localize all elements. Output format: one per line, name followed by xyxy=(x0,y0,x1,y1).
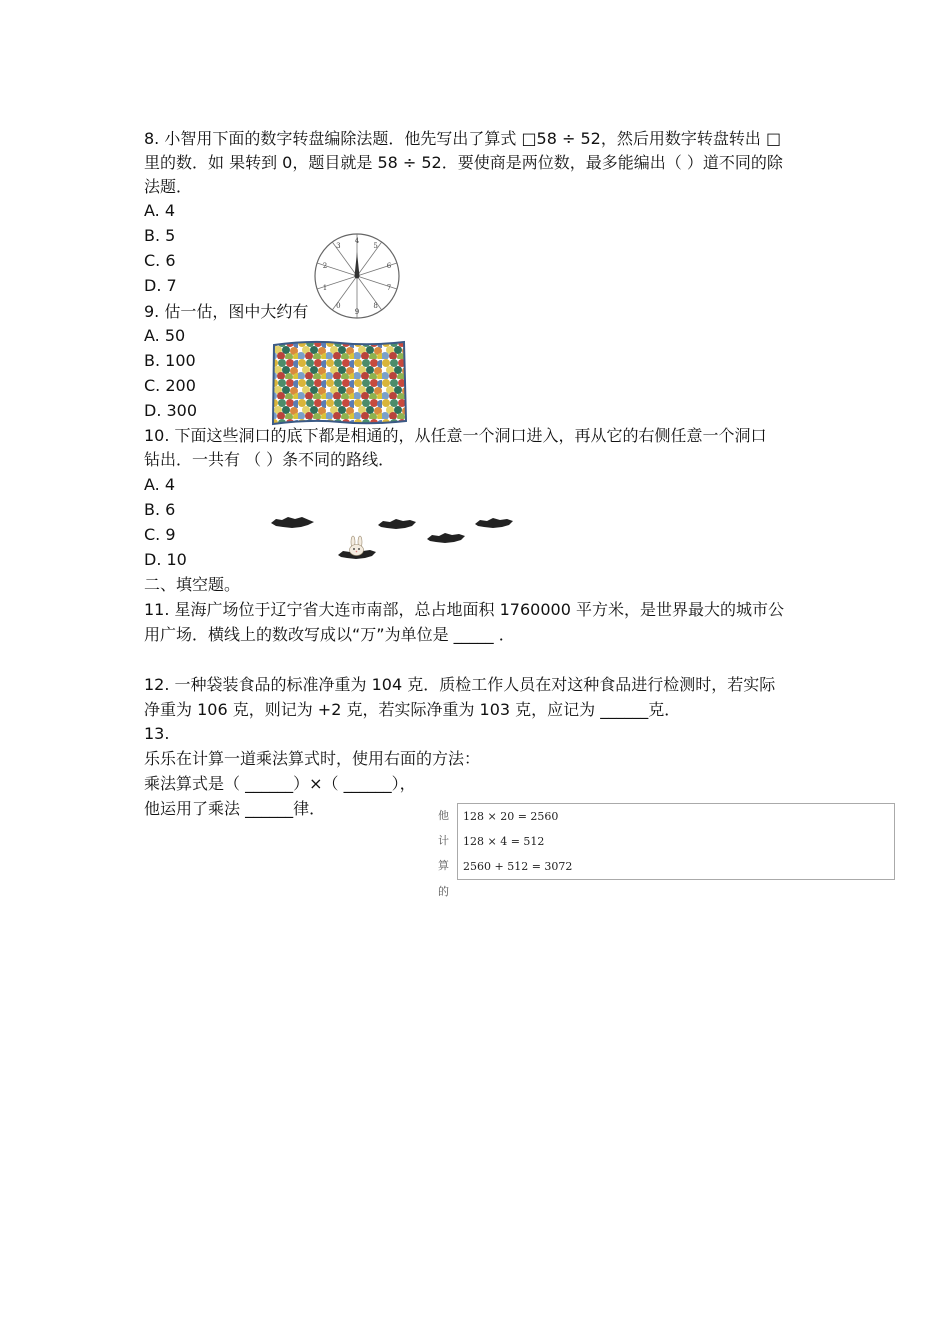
q8-text-line-1: 8. 小智用下面的数字转盘编除法题．他先写出了算式 □58 ÷ 52，然后用数字转盘转出 □ xyxy=(144,129,782,148)
wheel-number: 9 xyxy=(354,308,360,316)
side-label-char: 计 xyxy=(438,834,449,847)
q13-number: 13. xyxy=(144,724,170,743)
q13-text-line-1: 乐乐在计算一道乘法算式时，使用右面的方法： xyxy=(144,749,481,768)
q13-text-line-2: 乘法算式是（ ______）×（ ______）， xyxy=(144,774,416,793)
q8-option-a: A. 4 xyxy=(144,201,176,220)
holes-image xyxy=(268,508,518,568)
q9-option-d: D. 300 xyxy=(144,401,198,420)
number-spinner-wheel xyxy=(313,232,401,320)
hole-icon xyxy=(271,517,314,528)
q10-option-d: D. 10 xyxy=(144,550,187,569)
q9-option-c: C. 200 xyxy=(144,376,196,395)
calculation-box xyxy=(457,803,895,880)
side-label-char: 他 xyxy=(438,809,449,822)
q8-option-b: B. 5 xyxy=(144,226,176,245)
section-2-title: 二、填空题。 xyxy=(144,575,241,594)
q10-text-line-1: 10. 下面这些洞口的底下都是相通的，从任意一个洞口进入，再从它的右侧任意一个洞口 xyxy=(144,426,767,445)
wheel-number: 5 xyxy=(373,241,378,250)
wheel-number: 3 xyxy=(336,241,341,250)
q10-option-c: C. 9 xyxy=(144,525,176,544)
q12-text-line-1: 12. 一种袋装食品的标准净重为 104 克．质检工作人员在对这种食品进行检测时，若实际 xyxy=(144,675,776,694)
wheel-number: 8 xyxy=(373,302,378,310)
calculation-step-3: 2560 + 512 = 3072 xyxy=(463,860,573,873)
side-label-char: 的 xyxy=(438,885,449,898)
q8-text-line-3: 法题． xyxy=(144,177,193,196)
calculation-step-1: 128 × 20 = 2560 xyxy=(463,810,559,823)
q11-text-line-2: 用广场．横线上的数改写成以“万”为单位是 _____ ． xyxy=(144,625,515,644)
hole-icon xyxy=(378,519,416,529)
rabbit-icon xyxy=(350,536,364,556)
wheel-number: 1 xyxy=(322,284,328,292)
wheel-number: 6 xyxy=(386,262,392,270)
q10-option-a: A. 4 xyxy=(144,475,176,494)
calculation-step-2: 128 × 4 = 512 xyxy=(463,835,545,848)
wheel-number: 4 xyxy=(354,237,360,245)
q8-text-line-2: 里的数．如 果转到 0，题目就是 58 ÷ 52．要使商是两位数，最多能编出（ ）道不同的除 xyxy=(144,153,783,172)
hole-icon xyxy=(475,518,513,528)
q9-text-line-1: 9. 估一估，图中大约有 xyxy=(144,302,309,321)
q8-option-c: C. 6 xyxy=(144,251,176,270)
wheel-number: 7 xyxy=(386,284,392,292)
q9-option-b: B. 100 xyxy=(144,351,196,370)
q10-text-line-2: 钻出．一共有 （ ）条不同的路线． xyxy=(144,450,395,469)
wheel-number: 0 xyxy=(336,302,341,310)
q11-text-line-1: 11. 星海广场位于辽宁省大连市南部，总占地面积 1760000 平方米，是世界最大的城市公 xyxy=(144,600,784,619)
q9-option-a: A. 50 xyxy=(144,326,186,345)
q8-option-d: D. 7 xyxy=(144,276,177,295)
q12-text-line-2: 净重为 106 克，则记为 +2 克，若实际净重为 103 克，应记为 ______克． xyxy=(144,700,681,719)
ball-pit-image xyxy=(270,339,408,427)
q10-option-b: B. 6 xyxy=(144,500,176,519)
q13-text-line-3: 他运用了乘法 ______律． xyxy=(144,799,326,818)
side-label-char: 算 xyxy=(438,859,449,872)
hole-icon xyxy=(427,533,465,543)
wheel-number: 2 xyxy=(322,262,328,270)
